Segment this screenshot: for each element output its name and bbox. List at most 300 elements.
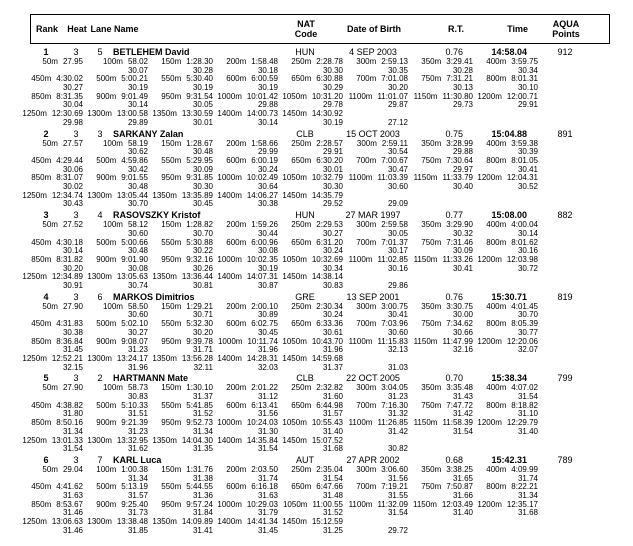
- split-distance-label: 550m: [161, 400, 182, 410]
- lap-cell: [83, 445, 148, 454]
- split-time-value: 1:28.82: [186, 220, 213, 230]
- split-time-value: 6:02.75: [251, 319, 278, 329]
- split-distance-label: 1000m: [217, 254, 242, 264]
- split-time-value: 11:26.85: [377, 418, 408, 428]
- split-time-value: 9:31.54: [186, 91, 213, 101]
- split-distance-label: 1100m: [348, 418, 373, 428]
- split-distance-label: 1400m: [217, 272, 242, 282]
- lap-time-value: 31.73: [127, 508, 148, 518]
- lap-time-value: 29.97: [452, 164, 473, 174]
- lap-time-value: 30.64: [257, 182, 278, 192]
- lap-time-value: 31.54: [322, 473, 343, 483]
- lap-time-value: 30.19: [127, 83, 148, 93]
- result-row-block: [0, 209, 633, 291]
- lap-time-value: 30.27: [322, 228, 343, 238]
- lap-time-value: 31.34: [192, 426, 213, 436]
- lap-time-value: 30.41: [452, 263, 473, 273]
- lap-cell: [278, 445, 343, 454]
- swimmer-name: HARTMANN Mate: [113, 373, 188, 384]
- lap-time-value: 30.41: [517, 164, 538, 174]
- lap-time-value: 31.80: [62, 409, 83, 419]
- split-distance-label: 250m: [291, 57, 312, 66]
- lap-cell: [38, 527, 83, 536]
- split-distance-label: 800m: [486, 155, 507, 165]
- split-distance-label: 1100m: [348, 254, 373, 264]
- lap-time-value: 29.73: [452, 100, 473, 110]
- lap-time-value: 31.51: [127, 409, 148, 419]
- lap-time-value: 31.63: [62, 491, 83, 501]
- split-time-value: 8:31.07: [56, 173, 83, 183]
- lap-time-value: 30.19: [192, 83, 213, 93]
- date-of-birth-value: 22 OCT 2005: [346, 373, 400, 384]
- split-time-value: 3:59.75: [511, 57, 538, 66]
- split-time-value: 1:58.66: [251, 138, 278, 148]
- split-time-value: 9:01.90: [121, 254, 148, 264]
- lap-time-value: 31.54: [62, 444, 83, 454]
- split-distance-label: 350m: [421, 301, 442, 311]
- lap-cell: [278, 200, 343, 209]
- lap-cell: [38, 119, 83, 128]
- lap-time-value: 30.45: [257, 327, 278, 337]
- split-distance-label: 1350m: [152, 190, 177, 200]
- lap-time-value: 30.43: [62, 199, 83, 209]
- column-header-rank: Rank: [35, 24, 58, 34]
- lap-time-value: 31.63: [257, 491, 278, 501]
- lap-time-value: 30.66: [452, 327, 473, 337]
- lap-cell: [473, 200, 538, 209]
- split-time-value: 11:01.07: [377, 91, 408, 101]
- lap-time-value: 31.57: [322, 409, 343, 419]
- split-distance-label: 550m: [161, 74, 182, 84]
- lap-time-value: 31.54: [517, 392, 538, 402]
- lane-value: 7: [97, 454, 103, 465]
- split-distance-label: 450m: [31, 482, 52, 492]
- lap-cell: [38, 282, 83, 291]
- split-distance-label: 700m: [356, 237, 377, 247]
- split-time-value: 7:19.21: [381, 482, 408, 492]
- split-distance-label: 1300m: [87, 190, 112, 200]
- date-of-birth-value: 15 OCT 2003: [346, 128, 400, 139]
- lap-cell: [213, 119, 278, 128]
- split-distance-label: 100m: [102, 383, 123, 393]
- lap-time-value: 31.84: [192, 508, 213, 518]
- lap-cell: [408, 445, 473, 454]
- split-distance-label: 900m: [96, 254, 117, 264]
- lap-cell: [343, 282, 408, 291]
- lap-time-value: 30.17: [387, 246, 408, 256]
- lap-time-value: 30.14: [257, 117, 278, 127]
- split-time-value: 4:09.99: [511, 464, 538, 474]
- split-time-value: 12:20.06: [506, 336, 538, 346]
- split-distance-label: 300m: [356, 464, 377, 474]
- lap-time-value: 31.10: [517, 409, 538, 419]
- lap-times-row: [38, 200, 633, 209]
- reaction-time-value: 0.76: [445, 47, 463, 57]
- split-time-value: 6:30.88: [316, 74, 343, 84]
- lap-cell: [408, 101, 473, 110]
- lap-time-value: 30.30: [322, 65, 343, 75]
- split-time-value: 58.19: [127, 138, 148, 148]
- split-time-value: 14:30.92: [311, 109, 343, 119]
- lap-time-value: 30.22: [192, 246, 213, 256]
- split-cell: [473, 355, 538, 364]
- split-distance-label: 650m: [291, 319, 312, 329]
- split-distance-label: 1050m: [282, 91, 307, 101]
- lap-time-value: 30.77: [517, 327, 538, 337]
- lap-time-value: 30.71: [192, 310, 213, 320]
- split-time-value: 3:30.75: [446, 301, 473, 311]
- lap-time-value: 29.98: [62, 117, 83, 127]
- split-distance-label: 450m: [31, 319, 52, 329]
- aqua-points-value: 819: [557, 291, 573, 302]
- split-time-value: 3:29.90: [446, 220, 473, 230]
- split-time-value: 11:47.99: [442, 336, 473, 346]
- lap-cell: [473, 282, 538, 291]
- nat-header-line1: NAT: [297, 19, 315, 29]
- split-distance-label: 1350m: [152, 109, 177, 119]
- split-distance-label: 1100m: [348, 91, 373, 101]
- lap-time-value: 30.06: [62, 164, 83, 174]
- lap-time-value: 30.89: [257, 310, 278, 320]
- lap-cell: [473, 364, 538, 373]
- lap-time-value: 30.02: [62, 182, 83, 192]
- lap-time-value: 31.38: [192, 473, 213, 483]
- lap-time-value: 30.20: [62, 263, 83, 273]
- lap-cell: [473, 445, 538, 454]
- split-time-value: 1:00.38: [121, 464, 148, 474]
- split-distance-label: 550m: [161, 237, 182, 247]
- split-distance-label: 700m: [356, 400, 377, 410]
- lap-cell: [148, 445, 213, 454]
- final-time-value: 15:04.88: [491, 128, 527, 139]
- split-distance-label: 350m: [421, 138, 442, 148]
- split-distance-label: 900m: [96, 91, 117, 101]
- split-distance-label: 1300m: [87, 353, 112, 363]
- split-time-value: 58.02: [127, 57, 148, 66]
- date-of-birth-value: 27 APR 2002: [346, 454, 400, 465]
- split-distance-label: 1150m: [413, 336, 438, 346]
- lap-time-value: 31.12: [257, 392, 278, 402]
- split-time-value: 1:31.76: [186, 464, 213, 474]
- split-time-value: 14:38.14: [311, 272, 343, 282]
- split-time-value: 11:58.39: [442, 418, 473, 428]
- split-time-value: 10:32.69: [311, 254, 343, 264]
- lap-time-value: 30.26: [192, 263, 213, 273]
- lap-time-value: 30.72: [517, 263, 538, 273]
- split-distance-label: 1100m: [348, 499, 373, 509]
- split-distance-label: 450m: [31, 237, 52, 247]
- split-time-value: 3:06.60: [381, 464, 408, 474]
- nat-header-line2: Code: [294, 29, 318, 39]
- split-time-value: 3:29.41: [446, 57, 473, 66]
- lap-time-value: 30.70: [127, 199, 148, 209]
- lap-time-value: 30.52: [517, 182, 538, 192]
- split-time-value: 7:01.37: [381, 237, 408, 247]
- lap-cell: [38, 200, 83, 209]
- lap-cell: [213, 527, 278, 536]
- split-time-value: 10:31.20: [311, 91, 343, 101]
- column-header-heat: Heat: [67, 24, 87, 34]
- split-distance-label: 1000m: [217, 418, 242, 428]
- split-time-value: 27.90: [62, 383, 83, 393]
- lane-value: 5: [97, 47, 103, 57]
- split-time-value: 11:30.80: [442, 91, 473, 101]
- split-time-value: 4:29.44: [56, 155, 83, 165]
- lap-time-value: 30.20: [387, 83, 408, 93]
- split-distance-label: 400m: [486, 464, 507, 474]
- split-distance-label: 150m: [161, 301, 182, 311]
- lap-time-value: 30.48: [192, 147, 213, 157]
- lap-time-value: 31.74: [517, 473, 538, 483]
- split-distance-label: 850m: [31, 336, 52, 346]
- lap-cell: [343, 445, 408, 454]
- reaction-time-value: 0.75: [445, 128, 463, 139]
- split-distance-label: 1100m: [348, 173, 373, 183]
- split-distance-label: 500m: [96, 237, 117, 247]
- lap-cell: [473, 183, 538, 192]
- lane-value: 2: [97, 373, 103, 384]
- split-time-value: 5:00.21: [121, 74, 148, 84]
- split-distance-label: 50m: [42, 464, 58, 474]
- lap-cell: [278, 527, 343, 536]
- split-distance-label: 500m: [96, 400, 117, 410]
- lap-time-value: 32.13: [387, 345, 408, 355]
- split-distance-label: 350m: [421, 464, 442, 474]
- split-distance-label: 1300m: [87, 272, 112, 282]
- split-time-value: 9:21.39: [121, 418, 148, 428]
- lap-time-value: 30.28: [452, 65, 473, 75]
- split-distance-label: 350m: [421, 383, 442, 393]
- split-time-value: 13:35.89: [181, 190, 213, 200]
- split-distance-label: 600m: [226, 400, 247, 410]
- lap-time-value: 31.42: [452, 409, 473, 419]
- lap-cell: [38, 445, 83, 454]
- lap-time-value: 30.16: [387, 263, 408, 273]
- heat-value: 3: [73, 210, 79, 221]
- table-header: [30, 14, 610, 44]
- lap-time-value: 29.89: [127, 117, 148, 127]
- split-time-value: 7:03.96: [381, 319, 408, 329]
- split-distance-label: 200m: [226, 464, 247, 474]
- lap-time-value: 31.45: [62, 345, 83, 355]
- split-time-value: 12:30.69: [51, 109, 83, 119]
- split-distance-label: 400m: [486, 220, 507, 230]
- nat-code-value: CLB: [296, 373, 314, 384]
- rank-value: 5: [43, 373, 49, 384]
- lap-time-value: 32.16: [452, 345, 473, 355]
- lap-time-value: 30.35: [387, 65, 408, 75]
- lap-time-value: 31.96: [257, 345, 278, 355]
- split-distance-label: 1250m: [22, 517, 47, 527]
- lap-time-value: 30.00: [452, 310, 473, 320]
- lap-time-value: 31.37: [192, 392, 213, 402]
- split-distance-label: 1400m: [217, 190, 242, 200]
- lap-time-value: 30.27: [127, 327, 148, 337]
- split-time-value: 4:30.02: [56, 74, 83, 84]
- lap-time-value: 30.48: [127, 182, 148, 192]
- split-time-value: 4:41.62: [56, 482, 83, 492]
- lap-cell: [343, 527, 408, 536]
- split-cell: [473, 518, 538, 527]
- split-distance-label: 650m: [291, 400, 312, 410]
- lap-time-value: 30.30: [322, 182, 343, 192]
- split-time-value: 7:31.21: [446, 74, 473, 84]
- split-time-value: 14:41.34: [246, 517, 278, 527]
- split-time-value: 27.52: [62, 220, 83, 230]
- lap-cell: [148, 527, 213, 536]
- split-time-value: 9:08.07: [121, 336, 148, 346]
- split-distance-label: 1250m: [22, 435, 47, 445]
- split-time-value: 9:31.85: [186, 173, 213, 183]
- split-time-value: 7:30.64: [446, 155, 473, 165]
- final-time-value: 14:58.04: [491, 47, 527, 57]
- split-distance-label: 150m: [161, 383, 182, 393]
- split-distance-label: 50m: [42, 383, 58, 393]
- lap-time-value: 31.96: [127, 362, 148, 372]
- split-time-value: 2:59.58: [381, 220, 408, 230]
- split-time-value: 8:18.82: [511, 400, 538, 410]
- split-distance-label: 800m: [486, 319, 507, 329]
- split-distance-label: 950m: [161, 254, 182, 264]
- lap-time-value: 30.62: [127, 147, 148, 157]
- lap-time-value: 30.01: [322, 164, 343, 174]
- lap-time-value: 31.40: [322, 426, 343, 436]
- lap-time-value: 30.29: [322, 83, 343, 93]
- lap-time-value: 31.79: [257, 508, 278, 518]
- lap-time-value: 31.37: [322, 362, 343, 372]
- split-distance-label: 750m: [421, 482, 442, 492]
- split-time-value: 4:31.83: [56, 319, 83, 329]
- lap-time-value: 30.24: [257, 164, 278, 174]
- aqua-points-value: 912: [557, 47, 573, 57]
- split-time-value: 8:31.82: [56, 254, 83, 264]
- split-time-value: 13:36.44: [181, 272, 213, 282]
- split-time-value: 2:35.04: [316, 464, 343, 474]
- split-time-value: 6:47.66: [316, 482, 343, 492]
- split-time-value: 5:41.85: [186, 400, 213, 410]
- split-time-value: 2:59.13: [381, 57, 408, 66]
- points-header-line1: AQUA: [552, 19, 580, 29]
- split-distance-label: 400m: [486, 301, 507, 311]
- split-distance-label: 250m: [291, 138, 312, 148]
- split-time-value: 5:29.95: [186, 155, 213, 165]
- split-time-value: 4:30.18: [56, 237, 83, 247]
- split-time-value: 13:06.63: [51, 517, 83, 527]
- lap-time-value: 30.18: [257, 65, 278, 75]
- heat-value: 3: [73, 128, 79, 139]
- split-time-value: 1:58.48: [251, 57, 278, 66]
- split-time-value: 9:32.16: [186, 254, 213, 264]
- split-time-value: 9:25.40: [121, 499, 148, 509]
- split-distance-label: 1350m: [152, 353, 177, 363]
- lap-cell: [148, 200, 213, 209]
- lap-cell: [278, 364, 343, 373]
- split-distance-label: 550m: [161, 319, 182, 329]
- split-time-value: 12:34.74: [51, 190, 83, 200]
- split-distance-label: 1250m: [22, 353, 47, 363]
- split-time-value: 12:29.79: [506, 418, 538, 428]
- split-distance-label: 1450m: [282, 272, 307, 282]
- split-time-value: 11:33.26: [442, 254, 473, 264]
- lap-time-value: 31.68: [517, 508, 538, 518]
- lap-time-value: 32.11: [193, 362, 213, 372]
- reaction-time-value: 0.77: [445, 210, 463, 221]
- reaction-time-value: 0.70: [445, 373, 463, 384]
- result-row-block: [0, 46, 633, 128]
- split-distance-label: 250m: [291, 220, 312, 230]
- split-time-value: 6:33.36: [316, 319, 343, 329]
- lap-cell: [38, 364, 83, 373]
- split-distance-label: 1050m: [282, 173, 307, 183]
- lap-cell: [343, 101, 408, 110]
- lap-cell: [408, 282, 473, 291]
- lap-time-value: 30.05: [192, 100, 213, 110]
- split-distance-label: 800m: [486, 400, 507, 410]
- split-distance-label: 850m: [31, 91, 52, 101]
- nat-code-value: AUT: [296, 454, 314, 465]
- split-time-value: 8:01.62: [511, 237, 538, 247]
- split-distance-label: 1000m: [217, 173, 242, 183]
- split-time-value: 14:35.84: [246, 435, 278, 445]
- split-distance-label: 450m: [31, 155, 52, 165]
- split-time-value: 4:00.04: [511, 220, 538, 230]
- split-distance-label: 950m: [161, 91, 182, 101]
- split-distance-label: 1200m: [477, 499, 502, 509]
- lap-cell: [83, 364, 148, 373]
- split-distance-label: 500m: [96, 74, 117, 84]
- split-time-value: 11:02.85: [377, 254, 408, 264]
- lap-cell: [408, 265, 473, 274]
- split-time-value: 58.73: [127, 383, 148, 393]
- lap-cell: [213, 200, 278, 209]
- aqua-points-value: 789: [557, 454, 573, 465]
- split-distance-label: 1200m: [477, 254, 502, 264]
- split-time-value: 14:28.31: [246, 353, 278, 363]
- lap-time-value: 30.08: [257, 246, 278, 256]
- lap-cell: [408, 509, 473, 518]
- split-distance-label: 1300m: [87, 435, 112, 445]
- split-distance-label: 750m: [421, 237, 442, 247]
- split-distance-label: 700m: [356, 155, 377, 165]
- lap-time-value: 30.61: [322, 327, 343, 337]
- result-row-block: [0, 291, 633, 373]
- lap-time-value: 30.38: [257, 199, 278, 209]
- rank-value: 1: [43, 47, 49, 57]
- split-time-value: 10:55.43: [311, 418, 343, 428]
- lap-time-value: 31.85: [127, 525, 148, 535]
- swimmer-name: MARKOS Dimitrios: [113, 291, 195, 302]
- split-time-value: 6:00.19: [251, 155, 278, 165]
- split-time-value: 8:31.35: [56, 91, 83, 101]
- split-cell: [38, 303, 83, 312]
- split-distance-label: 100m: [102, 138, 123, 148]
- split-time-value: 11:33.79: [442, 173, 473, 183]
- split-time-value: 12:52.21: [51, 353, 83, 363]
- split-distance-label: 200m: [226, 301, 247, 311]
- split-time-value: 8:05.39: [511, 319, 538, 329]
- lap-times-row: [38, 445, 633, 454]
- lap-time-value: 31.23: [387, 392, 408, 402]
- lap-cell: [473, 428, 538, 437]
- column-header-aqua-points: [542, 19, 590, 39]
- split-distance-label: 600m: [226, 155, 247, 165]
- lap-time-value: 31.34: [127, 473, 148, 483]
- lap-time-value: 30.20: [192, 327, 213, 337]
- split-distance-label: 750m: [421, 400, 442, 410]
- lap-time-value: 30.60: [387, 327, 408, 337]
- split-time-value: 7:01.08: [381, 74, 408, 84]
- split-distance-label: 650m: [291, 482, 312, 492]
